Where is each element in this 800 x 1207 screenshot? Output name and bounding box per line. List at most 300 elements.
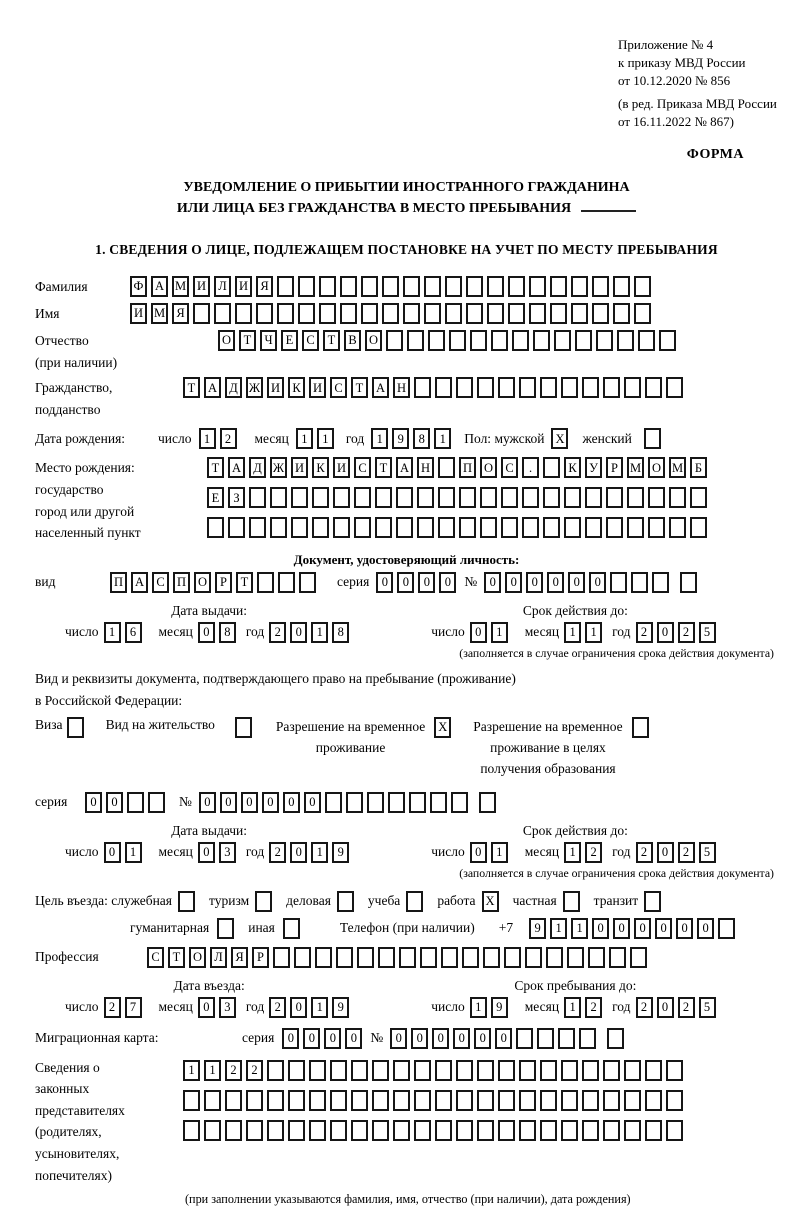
cell-box[interactable]: [183, 1120, 200, 1141]
cell-box[interactable]: 1: [199, 428, 216, 449]
cell-box[interactable]: Ч: [260, 330, 277, 351]
cell-box[interactable]: [630, 947, 647, 968]
cell-box[interactable]: Ж: [270, 457, 287, 478]
entry-year[interactable]: [269, 997, 353, 1018]
cell-box[interactable]: [414, 1060, 431, 1081]
cell-box[interactable]: 0: [283, 792, 300, 813]
birthplace-cells-row2[interactable]: [207, 487, 711, 508]
cell-box[interactable]: 8: [332, 622, 349, 643]
cell-box[interactable]: [420, 947, 437, 968]
cell-box[interactable]: 9: [529, 918, 546, 939]
cell-box[interactable]: [382, 303, 399, 324]
cell-box[interactable]: [393, 1090, 410, 1111]
cell-box[interactable]: [592, 303, 609, 324]
phone-cells[interactable]: [529, 918, 739, 939]
cell-box[interactable]: Р: [215, 572, 232, 593]
surname-cells[interactable]: [130, 276, 655, 297]
cell-box[interactable]: [564, 517, 581, 538]
cell-box[interactable]: [582, 1120, 599, 1141]
temp-permit-checkbox[interactable]: [434, 717, 451, 738]
cell-box[interactable]: [550, 276, 567, 297]
cell-box[interactable]: С: [147, 947, 164, 968]
cell-box[interactable]: 2: [104, 997, 121, 1018]
cell-box[interactable]: [235, 717, 252, 738]
cell-box[interactable]: [632, 717, 649, 738]
cell-box[interactable]: [529, 303, 546, 324]
cell-box[interactable]: [330, 1120, 347, 1141]
cell-box[interactable]: 0: [324, 1028, 341, 1049]
cell-box[interactable]: М: [627, 457, 644, 478]
cell-box[interactable]: 2: [636, 842, 653, 863]
cell-box[interactable]: [225, 1090, 242, 1111]
cell-box[interactable]: А: [131, 572, 148, 593]
cell-box[interactable]: И: [267, 377, 284, 398]
cell-box[interactable]: [372, 1060, 389, 1081]
cell-box[interactable]: [519, 1120, 536, 1141]
cell-box[interactable]: 1: [491, 842, 508, 863]
cell-box[interactable]: X: [434, 717, 451, 738]
edu-permit-checkbox[interactable]: [632, 717, 649, 738]
birth-day-cells[interactable]: [199, 428, 241, 449]
cell-box[interactable]: О: [189, 947, 206, 968]
cell-box[interactable]: 0: [376, 572, 393, 593]
cell-box[interactable]: [525, 947, 542, 968]
cell-box[interactable]: [596, 330, 613, 351]
cell-box[interactable]: [309, 1090, 326, 1111]
cell-box[interactable]: 0: [439, 572, 456, 593]
cell-box[interactable]: 0: [304, 792, 321, 813]
cell-box[interactable]: 1: [434, 428, 451, 449]
permit-issue-day[interactable]: [104, 842, 146, 863]
cell-box[interactable]: [315, 947, 332, 968]
cell-box[interactable]: [396, 487, 413, 508]
cell-box[interactable]: [575, 330, 592, 351]
cell-box[interactable]: [217, 918, 234, 939]
cell-box[interactable]: [382, 276, 399, 297]
cell-box[interactable]: 1: [296, 428, 313, 449]
cell-box[interactable]: [606, 517, 623, 538]
cell-box[interactable]: 0: [104, 842, 121, 863]
cell-box[interactable]: [459, 487, 476, 508]
profession-cells[interactable]: [147, 947, 651, 968]
cell-box[interactable]: Т: [207, 457, 224, 478]
cell-box[interactable]: [487, 303, 504, 324]
doc-type-cells[interactable]: [110, 572, 320, 593]
cell-box[interactable]: 0: [589, 572, 606, 593]
cell-box[interactable]: [346, 792, 363, 813]
cell-box[interactable]: [645, 1120, 662, 1141]
cell-box[interactable]: [456, 377, 473, 398]
cell-box[interactable]: [298, 303, 315, 324]
cell-box[interactable]: [325, 792, 342, 813]
cell-box[interactable]: 0: [484, 572, 501, 593]
cell-box[interactable]: Д: [225, 377, 242, 398]
cell-box[interactable]: [645, 1090, 662, 1111]
cell-box[interactable]: [522, 487, 539, 508]
cell-box[interactable]: [571, 303, 588, 324]
cell-box[interactable]: С: [501, 457, 518, 478]
cell-box[interactable]: [267, 1090, 284, 1111]
permit-valid-year[interactable]: [636, 842, 720, 863]
legal-reps-cells-row1[interactable]: [183, 1060, 687, 1081]
cell-box[interactable]: 0: [613, 918, 630, 939]
cell-box[interactable]: С: [354, 457, 371, 478]
birthplace-cells-row1[interactable]: [207, 457, 711, 478]
cell-box[interactable]: [498, 1120, 515, 1141]
cell-box[interactable]: [561, 1090, 578, 1111]
cell-box[interactable]: С: [302, 330, 319, 351]
cell-box[interactable]: Т: [351, 377, 368, 398]
cell-box[interactable]: [333, 487, 350, 508]
cell-box[interactable]: [610, 572, 627, 593]
cell-box[interactable]: [399, 947, 416, 968]
cell-box[interactable]: К: [288, 377, 305, 398]
cell-box[interactable]: Н: [393, 377, 410, 398]
cell-box[interactable]: [466, 303, 483, 324]
cell-box[interactable]: П: [173, 572, 190, 593]
sex-male-checkbox[interactable]: [551, 428, 568, 449]
cell-box[interactable]: 2: [636, 997, 653, 1018]
cell-box[interactable]: [204, 1120, 221, 1141]
cell-box[interactable]: [456, 1120, 473, 1141]
cell-box[interactable]: [249, 487, 266, 508]
cell-box[interactable]: 1: [183, 1060, 200, 1081]
cell-box[interactable]: [451, 792, 468, 813]
cell-box[interactable]: [477, 1090, 494, 1111]
cell-box[interactable]: 1: [564, 997, 581, 1018]
cell-box[interactable]: 5: [699, 622, 716, 643]
citizenship-cells[interactable]: [183, 377, 687, 398]
doc-issue-year[interactable]: [269, 622, 353, 643]
cell-box[interactable]: 0: [657, 842, 674, 863]
cell-box[interactable]: 0: [411, 1028, 428, 1049]
cell-box[interactable]: [603, 1120, 620, 1141]
cell-box[interactable]: Ж: [246, 377, 263, 398]
cell-box[interactable]: П: [459, 457, 476, 478]
purpose-study-checkbox[interactable]: [406, 891, 423, 912]
cell-box[interactable]: [567, 947, 584, 968]
cell-box[interactable]: [624, 1090, 641, 1111]
cell-box[interactable]: [456, 1090, 473, 1111]
cell-box[interactable]: 2: [678, 997, 695, 1018]
cell-box[interactable]: [592, 276, 609, 297]
cell-box[interactable]: 0: [568, 572, 585, 593]
cell-box[interactable]: 0: [676, 918, 693, 939]
cell-box[interactable]: [718, 918, 735, 939]
cell-box[interactable]: [585, 487, 602, 508]
cell-box[interactable]: 9: [491, 997, 508, 1018]
cell-box[interactable]: Т: [168, 947, 185, 968]
cell-box[interactable]: [336, 947, 353, 968]
cell-box[interactable]: 1: [571, 918, 588, 939]
cell-box[interactable]: [537, 1028, 554, 1049]
cell-box[interactable]: [267, 1120, 284, 1141]
cell-box[interactable]: [351, 1120, 368, 1141]
cell-box[interactable]: 9: [332, 997, 349, 1018]
cell-box[interactable]: [288, 1120, 305, 1141]
cell-box[interactable]: [270, 487, 287, 508]
cell-box[interactable]: [613, 276, 630, 297]
cell-box[interactable]: [498, 377, 515, 398]
doc-number-cells[interactable]: [484, 572, 701, 593]
cell-box[interactable]: С: [330, 377, 347, 398]
cell-box[interactable]: [414, 1090, 431, 1111]
cell-box[interactable]: [309, 1120, 326, 1141]
cell-box[interactable]: Т: [323, 330, 340, 351]
cell-box[interactable]: [519, 1090, 536, 1111]
permit-valid-day[interactable]: [470, 842, 512, 863]
cell-box[interactable]: [501, 487, 518, 508]
cell-box[interactable]: Е: [281, 330, 298, 351]
cell-box[interactable]: [354, 517, 371, 538]
cell-box[interactable]: [648, 487, 665, 508]
cell-box[interactable]: И: [235, 276, 252, 297]
cell-box[interactable]: [585, 517, 602, 538]
cell-box[interactable]: А: [372, 377, 389, 398]
cell-box[interactable]: 1: [550, 918, 567, 939]
purpose-transit-checkbox[interactable]: [644, 891, 661, 912]
cell-box[interactable]: 2: [269, 842, 286, 863]
cell-box[interactable]: [540, 1120, 557, 1141]
cell-box[interactable]: 0: [474, 1028, 491, 1049]
cell-box[interactable]: 1: [311, 622, 328, 643]
cell-box[interactable]: [225, 1120, 242, 1141]
doc-valid-month[interactable]: [564, 622, 606, 643]
cell-box[interactable]: [680, 572, 697, 593]
name-cells[interactable]: [130, 303, 655, 324]
cell-box[interactable]: [561, 1120, 578, 1141]
cell-box[interactable]: 1: [104, 622, 121, 643]
cell-box[interactable]: И: [291, 457, 308, 478]
cell-box[interactable]: 0: [526, 572, 543, 593]
cell-box[interactable]: [644, 891, 661, 912]
cell-box[interactable]: [501, 517, 518, 538]
cell-box[interactable]: А: [396, 457, 413, 478]
cell-box[interactable]: [319, 276, 336, 297]
visa-checkbox[interactable]: [67, 717, 84, 738]
cell-box[interactable]: [340, 276, 357, 297]
cell-box[interactable]: 1: [317, 428, 334, 449]
cell-box[interactable]: [340, 303, 357, 324]
cell-box[interactable]: [291, 517, 308, 538]
cell-box[interactable]: Я: [231, 947, 248, 968]
cell-box[interactable]: Ф: [130, 276, 147, 297]
cell-box[interactable]: У: [585, 457, 602, 478]
cell-box[interactable]: [666, 1120, 683, 1141]
birthplace-cells-row3[interactable]: [207, 517, 711, 538]
purpose-commercial-checkbox[interactable]: [337, 891, 354, 912]
cell-box[interactable]: [393, 1060, 410, 1081]
cell-box[interactable]: [441, 947, 458, 968]
cell-box[interactable]: [438, 517, 455, 538]
cell-box[interactable]: [309, 1060, 326, 1081]
cell-box[interactable]: [606, 487, 623, 508]
cell-box[interactable]: [522, 517, 539, 538]
cell-box[interactable]: [546, 947, 563, 968]
cell-box[interactable]: [445, 276, 462, 297]
cell-box[interactable]: 1: [371, 428, 388, 449]
cell-box[interactable]: В: [344, 330, 361, 351]
cell-box[interactable]: [228, 517, 245, 538]
cell-box[interactable]: 2: [269, 622, 286, 643]
cell-box[interactable]: [424, 303, 441, 324]
cell-box[interactable]: 7: [125, 997, 142, 1018]
cell-box[interactable]: 3: [219, 842, 236, 863]
cell-box[interactable]: [564, 487, 581, 508]
cell-box[interactable]: [498, 1060, 515, 1081]
cell-box[interactable]: [428, 330, 445, 351]
cell-box[interactable]: 0: [390, 1028, 407, 1049]
cell-box[interactable]: [435, 1090, 452, 1111]
cell-box[interactable]: [603, 1060, 620, 1081]
cell-box[interactable]: 2: [225, 1060, 242, 1081]
cell-box[interactable]: [669, 487, 686, 508]
cell-box[interactable]: Е: [207, 487, 224, 508]
cell-box[interactable]: [372, 1120, 389, 1141]
cell-box[interactable]: [67, 717, 84, 738]
cell-box[interactable]: [477, 1060, 494, 1081]
cell-box[interactable]: Б: [690, 457, 707, 478]
cell-box[interactable]: 3: [219, 997, 236, 1018]
cell-box[interactable]: [424, 276, 441, 297]
cell-box[interactable]: 2: [269, 997, 286, 1018]
cell-box[interactable]: [430, 792, 447, 813]
cell-box[interactable]: [529, 276, 546, 297]
cell-box[interactable]: З: [228, 487, 245, 508]
cell-box[interactable]: [669, 517, 686, 538]
cell-box[interactable]: [624, 1120, 641, 1141]
stay-day[interactable]: [470, 997, 512, 1018]
cell-box[interactable]: О: [218, 330, 235, 351]
cell-box[interactable]: 1: [564, 622, 581, 643]
migration-series-cells[interactable]: [282, 1028, 366, 1049]
permit-number-cells[interactable]: [199, 792, 500, 813]
cell-box[interactable]: [193, 303, 210, 324]
cell-box[interactable]: 1: [470, 997, 487, 1018]
cell-box[interactable]: А: [151, 276, 168, 297]
cell-box[interactable]: [519, 377, 536, 398]
cell-box[interactable]: [666, 1060, 683, 1081]
cell-box[interactable]: [634, 303, 651, 324]
cell-box[interactable]: [417, 487, 434, 508]
doc-issue-day[interactable]: [104, 622, 146, 643]
cell-box[interactable]: [257, 572, 274, 593]
cell-box[interactable]: [277, 303, 294, 324]
cell-box[interactable]: 0: [505, 572, 522, 593]
cell-box[interactable]: [603, 377, 620, 398]
birth-month-cells[interactable]: [296, 428, 338, 449]
cell-box[interactable]: 0: [470, 622, 487, 643]
cell-box[interactable]: И: [333, 457, 350, 478]
cell-box[interactable]: М: [669, 457, 686, 478]
cell-box[interactable]: [540, 1090, 557, 1111]
cell-box[interactable]: [603, 1090, 620, 1111]
cell-box[interactable]: [288, 1090, 305, 1111]
cell-box[interactable]: [330, 1060, 347, 1081]
cell-box[interactable]: .: [522, 457, 539, 478]
cell-box[interactable]: [466, 276, 483, 297]
cell-box[interactable]: [582, 377, 599, 398]
cell-box[interactable]: 0: [199, 792, 216, 813]
cell-box[interactable]: [207, 517, 224, 538]
doc-issue-month[interactable]: [198, 622, 240, 643]
cell-box[interactable]: О: [365, 330, 382, 351]
cell-box[interactable]: [294, 947, 311, 968]
cell-box[interactable]: 2: [585, 997, 602, 1018]
cell-box[interactable]: 0: [106, 792, 123, 813]
cell-box[interactable]: Т: [375, 457, 392, 478]
cell-box[interactable]: [627, 487, 644, 508]
cell-box[interactable]: 0: [547, 572, 564, 593]
cell-box[interactable]: [249, 517, 266, 538]
cell-box[interactable]: 0: [397, 572, 414, 593]
cell-box[interactable]: [540, 1060, 557, 1081]
cell-box[interactable]: [414, 377, 431, 398]
doc-valid-year[interactable]: [636, 622, 720, 643]
cell-box[interactable]: [582, 1090, 599, 1111]
cell-box[interactable]: 0: [470, 842, 487, 863]
cell-box[interactable]: 0: [657, 997, 674, 1018]
cell-box[interactable]: 1: [204, 1060, 221, 1081]
cell-box[interactable]: 0: [453, 1028, 470, 1049]
cell-box[interactable]: 2: [678, 622, 695, 643]
cell-box[interactable]: [351, 1060, 368, 1081]
cell-box[interactable]: Т: [236, 572, 253, 593]
cell-box[interactable]: Р: [252, 947, 269, 968]
cell-box[interactable]: [470, 330, 487, 351]
cell-box[interactable]: [372, 1090, 389, 1111]
cell-box[interactable]: [558, 1028, 575, 1049]
cell-box[interactable]: 0: [290, 997, 307, 1018]
cell-box[interactable]: [330, 1090, 347, 1111]
cell-box[interactable]: [543, 457, 560, 478]
cell-box[interactable]: 0: [198, 842, 215, 863]
cell-box[interactable]: 0: [432, 1028, 449, 1049]
cell-box[interactable]: [613, 303, 630, 324]
cell-box[interactable]: [624, 377, 641, 398]
cell-box[interactable]: [579, 1028, 596, 1049]
cell-box[interactable]: П: [110, 572, 127, 593]
cell-box[interactable]: А: [204, 377, 221, 398]
cell-box[interactable]: [277, 276, 294, 297]
cell-box[interactable]: [378, 947, 395, 968]
cell-box[interactable]: М: [151, 303, 168, 324]
cell-box[interactable]: [634, 276, 651, 297]
cell-box[interactable]: [638, 330, 655, 351]
cell-box[interactable]: 0: [241, 792, 258, 813]
cell-box[interactable]: Т: [239, 330, 256, 351]
cell-box[interactable]: [291, 487, 308, 508]
cell-box[interactable]: [607, 1028, 624, 1049]
cell-box[interactable]: 0: [592, 918, 609, 939]
stay-year[interactable]: [636, 997, 720, 1018]
cell-box[interactable]: [246, 1120, 263, 1141]
cell-box[interactable]: [361, 276, 378, 297]
cell-box[interactable]: [561, 1060, 578, 1081]
cell-box[interactable]: [508, 276, 525, 297]
cell-box[interactable]: [504, 947, 521, 968]
cell-box[interactable]: 1: [311, 997, 328, 1018]
cell-box[interactable]: [333, 517, 350, 538]
cell-box[interactable]: [388, 792, 405, 813]
cell-box[interactable]: 0: [282, 1028, 299, 1049]
cell-box[interactable]: [550, 303, 567, 324]
cell-box[interactable]: Т: [183, 377, 200, 398]
cell-box[interactable]: [644, 428, 661, 449]
cell-box[interactable]: [652, 572, 669, 593]
cell-box[interactable]: [477, 1120, 494, 1141]
cell-box[interactable]: 0: [655, 918, 672, 939]
